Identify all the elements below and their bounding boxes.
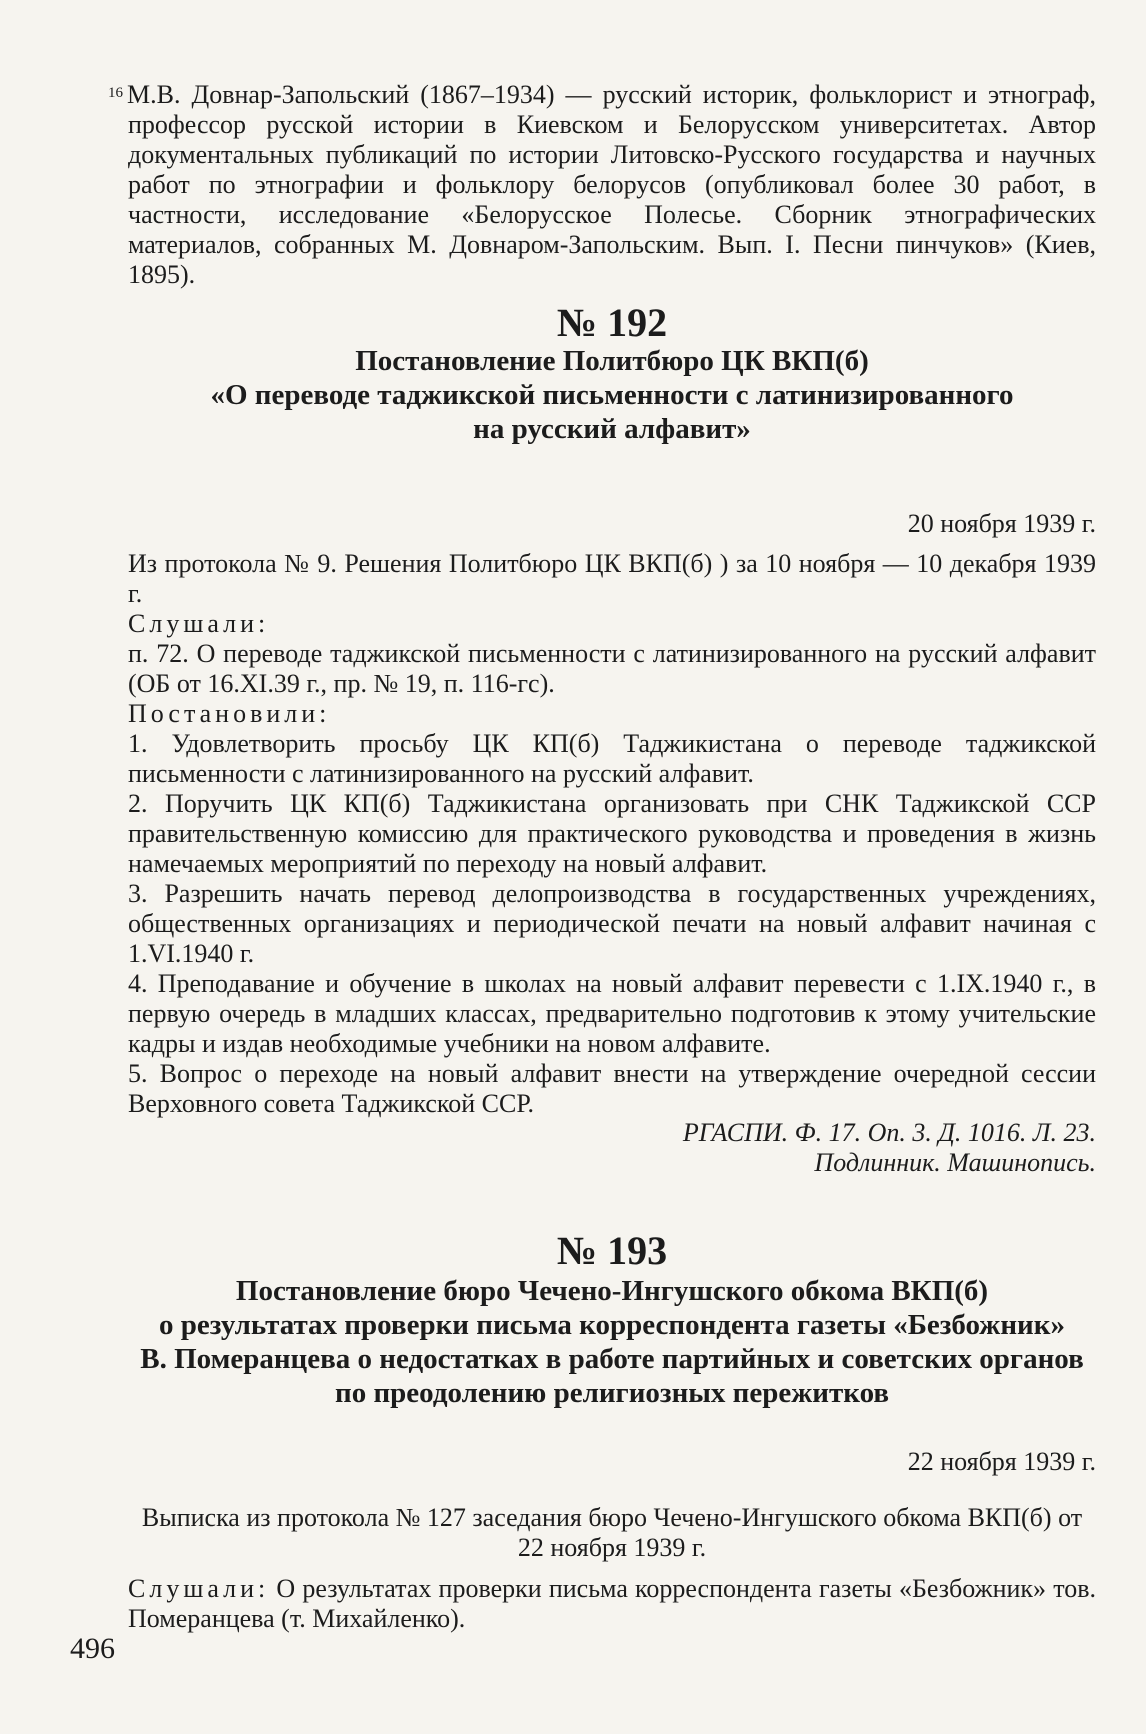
page-number: 496 [70,1632,115,1665]
doc-192-resolved-label: Постановили: [128,699,331,728]
doc-192-item-1: 1. Удовлетворить просьбу ЦК КП(б) Таджикистана о переводе таджикской письменности с латинизированного на русский алфавит. [128,729,1096,788]
doc-192-date: 20 ноября 1939 г. [907,509,1096,538]
doc-192-heard-label: Слушали: [128,609,270,638]
doc-192-heard-text: п. 72. О переводе таджикской письменности с латинизированного на русский алфавит (ОБ от 16.XI.39 г., пр. № 19, п. 116-гс). [128,639,1096,698]
footnote-paragraph [108,80,1096,290]
doc-192-archive-note: Подлинник. Машинопись. [814,1148,1096,1177]
doc-192-title-line: «О переводе таджикской письменности с латинизированного [210,379,1014,411]
doc-192-title [128,344,1096,446]
doc-193-source: Выписка из протокола № 127 заседания бюро Чечено-Ингушского обкома ВКП(б) от 22 ноября 1939 г. [141,1503,1083,1562]
doc-192-item-4: 4. Преподавание и обучение в школах на новый алфавит перевести с 1.IX.1940 г., в первую очередь в младших классах, предварительно подготовив к этому учительские кадры и издав необходимые учебники на новом алфавите. [128,969,1096,1058]
doc-192-source: Из протокола № 9. Решения Политбюро ЦК ВКП(б) ) за 10 ноября — 10 декабря 1939 г. [128,549,1096,608]
doc-193-title-line: В. Померанцева о недостатках в работе партийных и советских органов [140,1343,1084,1375]
doc-192-number: № 192 [556,300,668,345]
doc-192-item-3: 3. Разрешить начать перевод делопроизводства в государственных учреждениях, общественных организациях и периодической печати на новый алфавит начиная с 1.VI.1940 г. [128,879,1096,968]
doc-193-body [128,1574,1096,1634]
doc-192-title-line: на русский алфавит» [473,413,751,445]
doc-192-title-line: Постановление Политбюро ЦК ВКП(б) [355,345,869,377]
doc-193-title-line: о результатах проверки письма корреспондента газеты «Безбожник» [159,1309,1065,1341]
doc-193-number: № 193 [556,1228,668,1273]
footnote [108,80,1096,290]
doc-193-heard-text: О результатах проверки письма корреспондента газеты «Безбожник» тов. Померанцева (т. Михайленко). [128,1574,1097,1633]
doc-192-item-5: 5. Вопрос о переходе на новый алфавит внести на утверждение очередной сессии Верховного совета Таджикской ССР. [128,1059,1096,1118]
doc-193-heard [128,1574,1096,1634]
doc-193-date: 22 ноября 1939 г. [907,1447,1096,1476]
doc-192-archive-ref: РГАСПИ. Ф. 17. Оп. 3. Д. 1016. Л. 23. [682,1118,1096,1147]
doc-192-archive [128,1118,1096,1178]
footnote-text: М.В. Довнар-Запольский (1867–1934) — русский историк, фольклорист и этнограф, профессор русской истории в Киевском и Белорусском университетах. Автор документальных публикаций по истории Литовско-Русского государства и научных работ по этнографии и фольклору белорусов (опубликовал более 30 работ, в частности, исследование «Белорусское Полесье. Сборник этнографических материалов, собранных М. Довнаром-Запольским. Вып. I. Песни пинчуков» (Киев, 1895). [127,80,1096,289]
doc-193-title-line: Постановление бюро Чечено-Ингушского обкома ВКП(б) [235,1275,989,1307]
doc-193-heard-label: Слушали: [128,1574,270,1603]
doc-193-title-line: по преодолению религиозных пережитков [334,1377,890,1409]
footnote-marker: 16 [108,85,123,101]
doc-193-source-block [128,1503,1096,1563]
doc-192-item-2: 2. Поручить ЦК КП(б) Таджикистана организовать при СНК Таджикской ССР правительственную комиссию для практического руководства и проведения в жизнь намечаемых мероприятий по переходу на новый алфавит. [128,789,1096,878]
doc-192-body [128,549,1096,1119]
doc-193-title [128,1274,1096,1410]
